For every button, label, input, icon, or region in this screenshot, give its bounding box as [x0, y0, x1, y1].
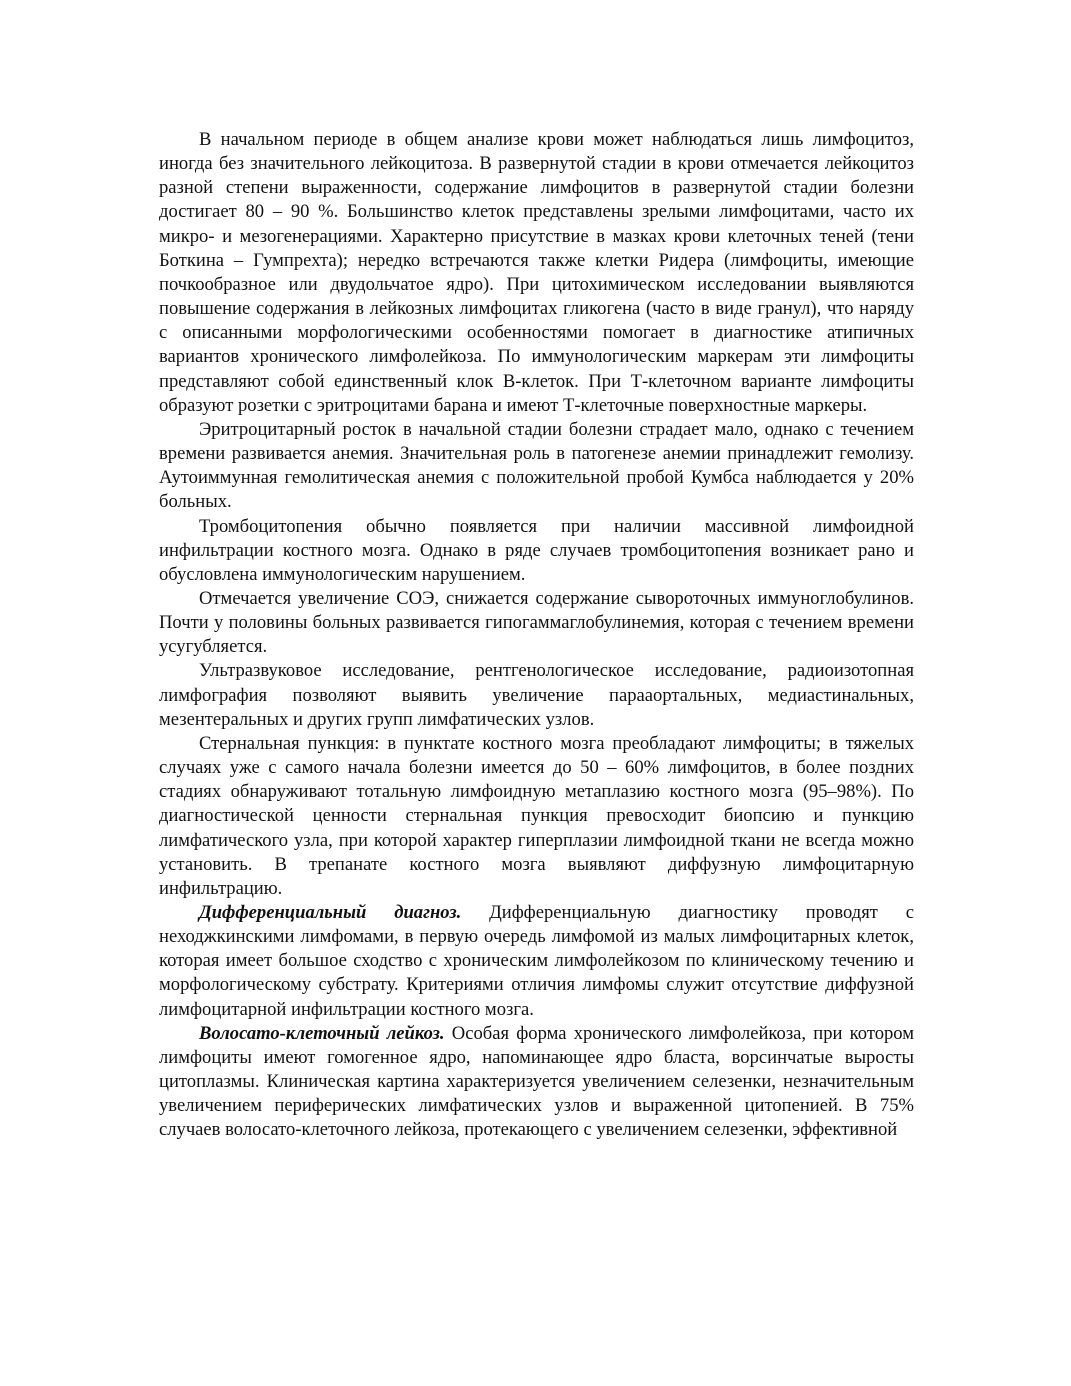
paragraph-text: Стернальная пункция: в пунктате костного мозга преобладают лимфоциты; в тяжелых случаях уже с самого начала болезни имеется до 50 – 60% лимфоцитов, в более поздних стадиях обнаруживают тотальную лимфоидную метаплазию костного мозга (95–98%). По диагностической ценности стернальная пункция превосходит биопсию и пункцию лимфатического узла, при которой характер гиперплазии лимфоидной ткани не всегда можно установить. В трепанате костного мозга выявляют диффузную лимфоцитарную инфильтрацию. [159, 732, 914, 899]
document-page [159, 128, 914, 1143]
paragraph-text: Тромбоцитопения обычно появляется при наличии массивной лимфоидной инфильтрации костного мозга. Однако в ряде случаев тромбоцитопения возникает рано и обусловлена иммунологическим нарушением. [159, 515, 914, 585]
paragraph-thrombocytopenia [159, 515, 914, 587]
paragraph-text: В начальном периоде в общем анализе крови может наблюдаться лишь лимфоцитоз, иногда без значительного лейкоцитоза. В развернутой стадии в крови отмечается лейкоцитоз разной степени выраженности, содержание лимфоцитов в развернутой стадии болезни достигает 80 – 90 %. Большинство клеток представлены зрелыми лимфоцитами, часто их микро- и мезогенерациями. Характерно присутствие в мазках крови клеточных теней (тени Боткина – Гумпрехта); нередко встречаются также клетки Ридера (лимфоциты, имеющие почкообразное или двудольчатое ядро). При цитохимическом исследовании выявляются повышение содержания в лейкозных лимфоцитах гликогена (часто в виде гранул), что наряду с описанными морфологическими особенностями помогает в диагностике атипичных вариантов хронического лимфолейкоза. По иммунологическим маркерам эти лимфоциты представляют собой единственный клок В-клеток. При Т-клеточном варианте лимфоциты образуют розетки с эритроцитами барана и имеют Т-клеточные поверхностные маркеры. [159, 129, 914, 416]
paragraph-hairy-cell-leukemia [159, 1022, 914, 1143]
section-heading: Дифференциальный диагноз. [199, 902, 462, 923]
section-heading: Волосато-клеточный лейкоз. [199, 1022, 445, 1044]
paragraph-ultrasound [159, 659, 914, 731]
paragraph-text: Особая форма хронического лимфолейкоза, при котором лимфоциты имеют гомогенное ядро, напоминающее ядро бласта, ворсинчатые выросты цитоплазмы. Клиническая картина характеризуется увеличением селезенки, незначительным увеличением периферических лимфатических узлов и выраженной цитопенией. В 75% случаев волосато-клеточного лейкоза, протекающего с увеличением селезенки, эффективной [159, 1022, 915, 1141]
paragraph-text: Дифференциальную диагностику проводят с неходжкинскими лимфомами, в первую очередь лимфомой из малых лимфоцитарных клеток, которая имеет большое сходство с хроническим лимфолейкозом по клиническому течению и морфологическому субстрату. Критериями отличия лимфомы служит отсутствие диффузной лимфоцитарной инфильтрации костного мозга. [159, 902, 914, 1020]
paragraph-esr [159, 587, 914, 659]
paragraph-blood-analysis [159, 128, 914, 418]
paragraph-differential-diagnosis [159, 901, 914, 1022]
paragraph-text: Эритроцитарный росток в начальной стадии болезни страдает мало, однако с течением времени развивается анемия. Значительная роль в патогенезе анемии принадлежит гемолизу. Аутоиммунная гемолитическая анемия с положительной пробой Кумбса наблюдается у 20% больных. [159, 418, 914, 513]
paragraph-sternal-puncture [159, 732, 914, 901]
paragraph-erythroid [159, 418, 914, 515]
paragraph-text: Ультразвуковое исследование, рентгенологическое исследование, радиоизотопная лимфография позволяют выявить увеличение парааортальных, медиастинальных, мезентеральных и других групп лимфатических узлов. [159, 660, 914, 730]
paragraph-text: Отмечается увеличение СОЭ, снижается содержание сывороточных иммуноглобулинов. Почти у половины больных развивается гипогаммаглобулинемия, которая с течением времени усугубляется. [159, 587, 914, 658]
